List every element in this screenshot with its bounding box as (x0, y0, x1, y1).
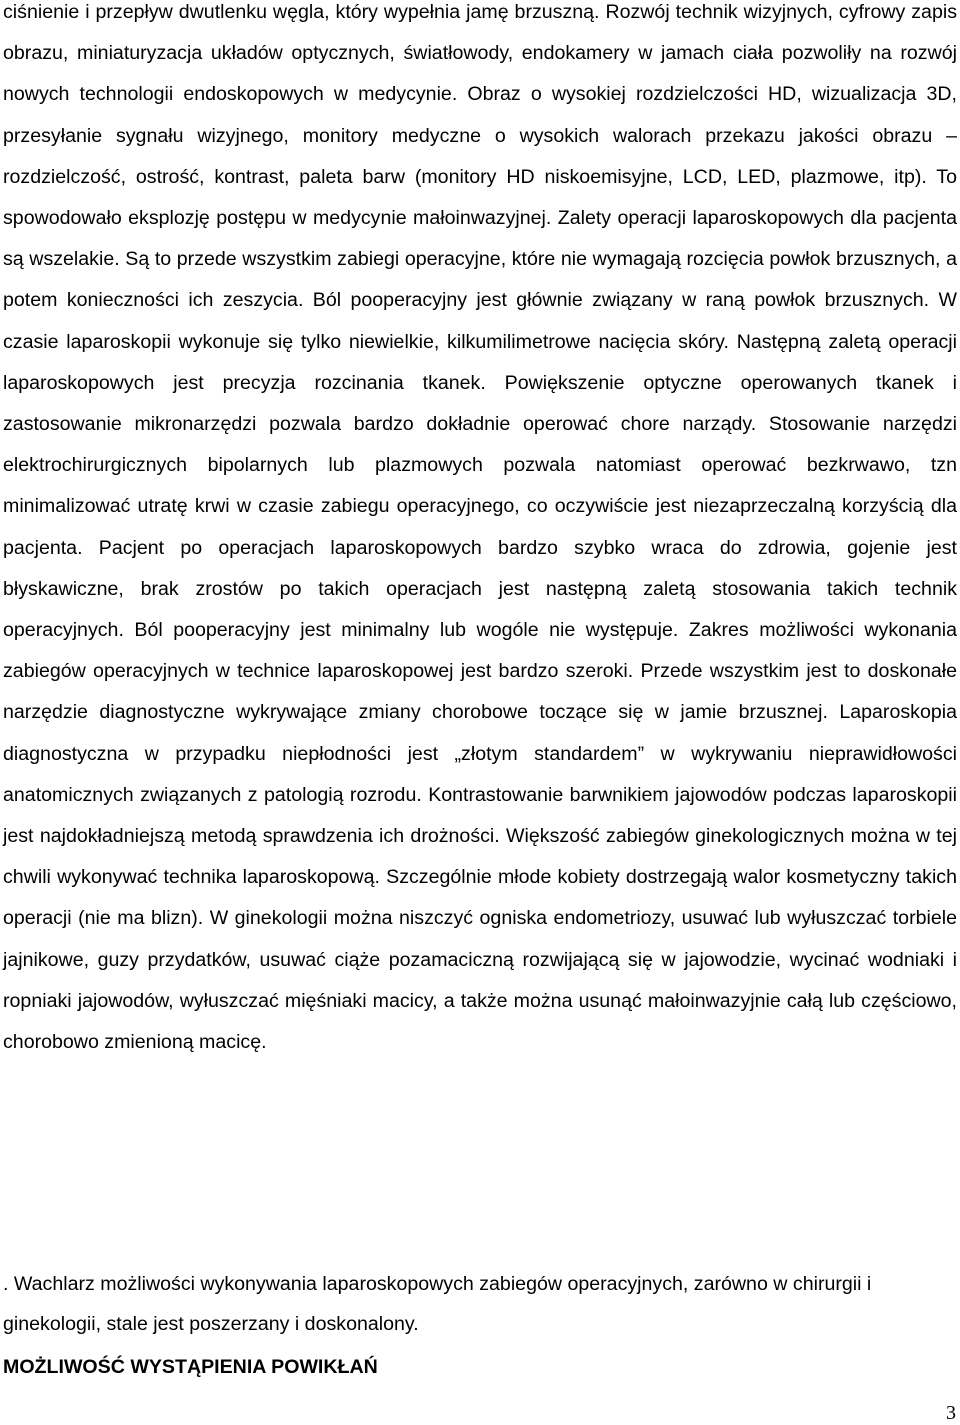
page-number: 3 (946, 1402, 956, 1424)
section-heading: MOŻLIWOŚĆ WYSTĄPIENIA POWIKŁAŃ (3, 1356, 378, 1378)
body-paragraph: . Wachlarz możliwości wykonywania laparoskopowych zabiegów operacyjnych, zarówno w chirurgii i ginekologii, stale jest poszerzany i doskonalony. (3, 1273, 872, 1335)
body-paragraph: ciśnienie i przepływ dwutlenku węgla, który wypełnia jamę brzuszną. Rozwój technik wizyjnych, cyfrowy zapis obrazu, miniaturyzacja układów optycznych, światłowody, endokamery w jamach ciała pozwoliły na rozwój nowych technologii endoskopowych w medycynie. Obraz o wysokiej rozdzielczości HD, wizualizacja 3D, przesyłanie sygnału wizyjnego, monitory medyczne o wysokich walorach przekazu jakości obrazu – rozdzielczość, ostrość, kontrast, paleta barw (monitory HD niskoemisyjne, LCD, LED, plazmowe, itp). To spowodowało eksplozję postępu w medycynie małoinwazyjnej. Zalety operacji laparoskopowych dla pacjenta są wszelakie. Są to przede wszystkim zabiegi operacyjne, które nie wymagają rozcięcia powłok brzusznych, a potem konieczności ich zeszycia. Ból pooperacyjny jest głównie związany w raną powłok brzusznych. W czasie laparoskopii wykonuje się tylko niewielkie, kilkumilimetrowe nacięcia skóry. Następną zaletą operacji laparoskopowych jest precyzja rozcinania tkanek. Powiększenie optyczne operowanych tkanek i zastosowanie mikronarzędzi pozwala bardzo dokładnie operować chore narządy. Stosowanie narzędzi elektrochirurgicznych bipolarnych lub plazmowych pozwala natomiast operować bezkrwawo, tzn minimalizować utratę krwi w czasie zabiegu operacyjnego, co oczywiście jest niezaprzeczalną korzyścią dla pacjenta. Pacjent po operacjach laparoskopowych bardzo szybko wraca do zdrowia, gojenie jest błyskawiczne, brak zrostów po takich operacjach jest następną zaletą stosowania takich technik operacyjnych. Ból pooperacyjny jest minimalny lub wogóle nie występuje. Zakres możliwości wykonania zabiegów operacyjnych w technice laparoskopowej jest bardzo szeroki. Przede wszystkim jest to doskonałe narzędzie diagnostyczne wykrywające zmiany chorobowe toczące się w jamie brzusznej. Laparoskopia diagnostyczna w przypadku niepłodności jest „złotym standardem” w wykrywaniu nieprawidłowości anatomicznych związanych z patologią rozrodu. Kontrastowanie barwnikiem jajowodów podczas laparoskopii jest najdokładniejszą metodą sprawdzenia ich drożności. Większość zabiegów ginekologicznych można w tej chwili wykonywać technika laparoskopową. Szczególnie młode kobiety dostrzegają walor kosmetyczny takich operacji (nie ma blizn). W ginekologii można niszczyć ogniska endometriozy, usuwać lub wyłuszczać torbiele jajnikowe, guzy przydatków, usuwać ciąże pozamaciczną rozwijającą się w jajowodzie, wycinać wodniaki i ropniaki jajowodów, wyłuszczać mięśniaki macicy, a także można usunąć małoinwazyjnie całą lub częściowo, chorobowo zmienioną macicę. (3, 1, 957, 1054)
